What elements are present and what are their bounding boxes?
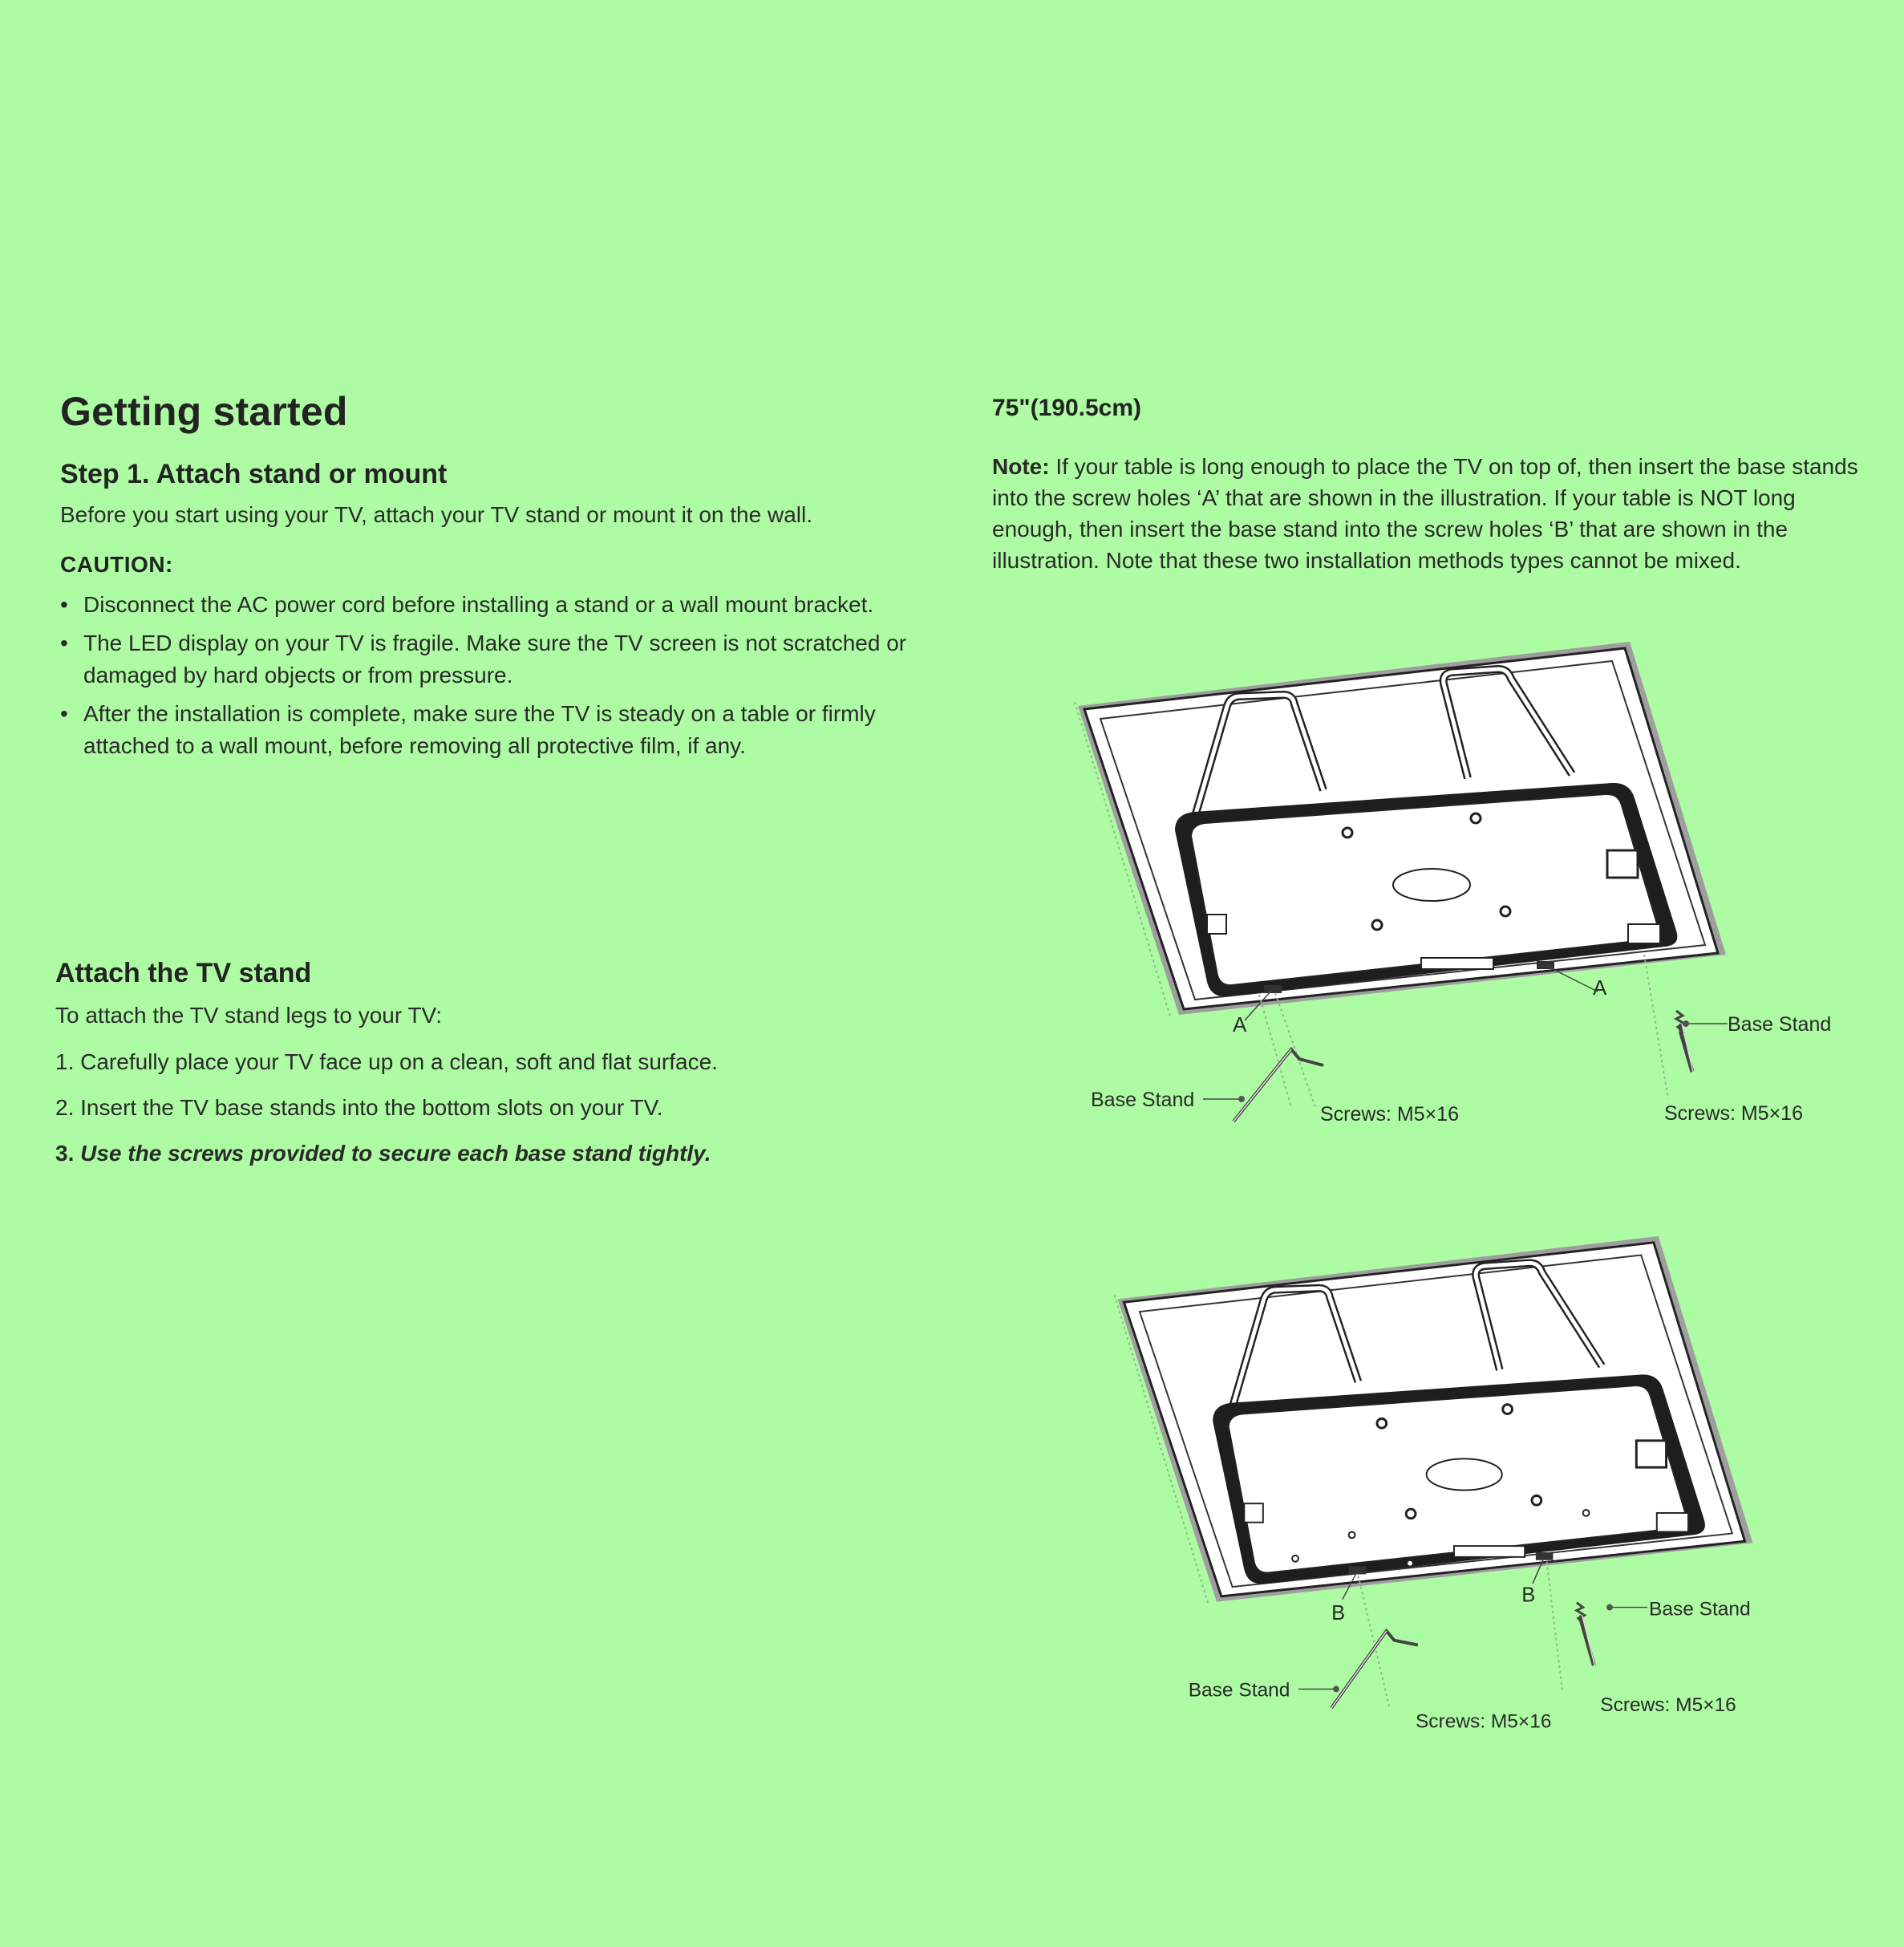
step1-heading: Step 1. Attach stand or mount [60,459,448,489]
base-stand-label-left: Base Stand [1091,1089,1195,1111]
note-label: Note: [992,454,1050,479]
slot-a-left [1264,985,1282,993]
attach-stand-intro: To attach the TV stand legs to your TV: [55,1003,442,1028]
base-stand-left-highlight [1234,1049,1291,1122]
screw-hole [1532,1495,1541,1505]
step-text: Use the screws provided to secure each base stand tightly. [80,1141,711,1166]
base-stand-left [1331,1631,1418,1708]
bottom-slot [1421,958,1493,969]
model-size: 75"(190.5cm) [992,395,1142,421]
step-number: 1. [55,1049,75,1074]
base-stand-label-left: Base Stand [1188,1679,1290,1702]
handle-oval [1427,1458,1502,1490]
screw-hole-small [1583,1510,1590,1516]
screw-hole [1471,813,1481,823]
step-number: 3. [55,1141,75,1166]
guide-line [1259,995,1291,1107]
leader-dot [1683,1020,1689,1027]
screw-hole [1406,1509,1416,1519]
port-box [1607,850,1638,878]
screws-label-right: Screws: M5×16 [1600,1693,1736,1716]
caution-label: CAUTION: [60,552,173,577]
slot-b-right [1536,1552,1554,1560]
note-text: If your table is long enough to place the TV on top of, then insert the base stands into the screw holes ‘A’ that are shown in the illustration. If your table is NOT long enough, then insert the base stand into the screw holes ‘B’ that are shown in the illustration. Note that these two installation methods types cannot be mixed. [992,454,1858,573]
base-stand-left-highlight [1331,1631,1387,1708]
step-text: Insert the TV base stands into the bottom slots on your TV. [80,1095,663,1120]
screw-hole-small [1349,1531,1355,1538]
hole-label-b-left: B [1331,1602,1346,1625]
base-stand-label-right: Base Stand [1728,1013,1832,1036]
leader-dot [1606,1604,1613,1611]
step-item-2 [55,1092,663,1124]
guide-line [1644,955,1668,1099]
side-port [1207,915,1226,934]
base-stand-label-right: Base Stand [1649,1598,1751,1620]
base-stand-right [1582,1615,1594,1665]
screw-hole [1343,828,1352,838]
port-box [1636,1441,1666,1467]
bottom-slot [1454,1546,1525,1557]
hole-label-a-right: A [1593,976,1607,1000]
tv-stand-diagram-a [1059,626,1861,1139]
screw-hole [1501,907,1510,916]
leader-dot [1238,1096,1245,1102]
screw-hole [1503,1405,1513,1414]
handle-oval [1393,869,1470,901]
label-box [1657,1513,1688,1532]
slot-b-left [1349,1567,1367,1575]
caution-item: • After the installation is complete, make sure the TV is steady on a table or firmly attached to a wall mount, before removing all protective film, if any. [60,698,954,762]
leader-dot [1333,1686,1339,1693]
screw-hole-small [1292,1556,1298,1562]
page-title: Getting started [60,389,348,434]
attach-stand-heading: Attach the TV stand [55,958,312,988]
step-item-1 [55,1046,718,1078]
slot-a-right [1537,961,1554,969]
tv-stand-diagram-b [1099,1215,1885,1729]
caution-item: • The LED display on your TV is fragile. Make sure the TV screen is not scratched or damaged by hard objects or from pressure. [60,627,954,692]
screw-hole [1372,920,1382,930]
guide-line [1358,1576,1389,1708]
screw-hole-small [1407,1560,1413,1567]
hole-label-a-left: A [1233,1012,1247,1036]
step1-intro: Before you start using your TV, attach your TV stand or mount it on the wall. [60,502,812,527]
caution-item: • Disconnect the AC power cord before installing a stand or a wall mount bracket. [60,589,954,621]
screws-label-left: Screws: M5×16 [1320,1103,1459,1126]
step-number: 2. [55,1095,75,1120]
screws-label-left: Screws: M5×16 [1415,1710,1552,1729]
step-item-3 [55,1138,711,1170]
label-box [1628,924,1660,943]
hole-label-b-right: B [1521,1584,1536,1607]
base-stand-right [1681,1024,1692,1072]
screws-label-right: Screws: M5×16 [1664,1102,1803,1125]
screw-hole [1377,1418,1387,1428]
guide-line [1275,993,1315,1107]
side-port [1244,1503,1263,1523]
installation-note [992,451,1874,576]
guide-line [1547,1562,1563,1693]
base-stand-right-highlight [1582,1615,1595,1665]
step-text: Carefully place your TV face up on a clean, soft and flat surface. [80,1049,718,1074]
caution-list [60,589,954,769]
